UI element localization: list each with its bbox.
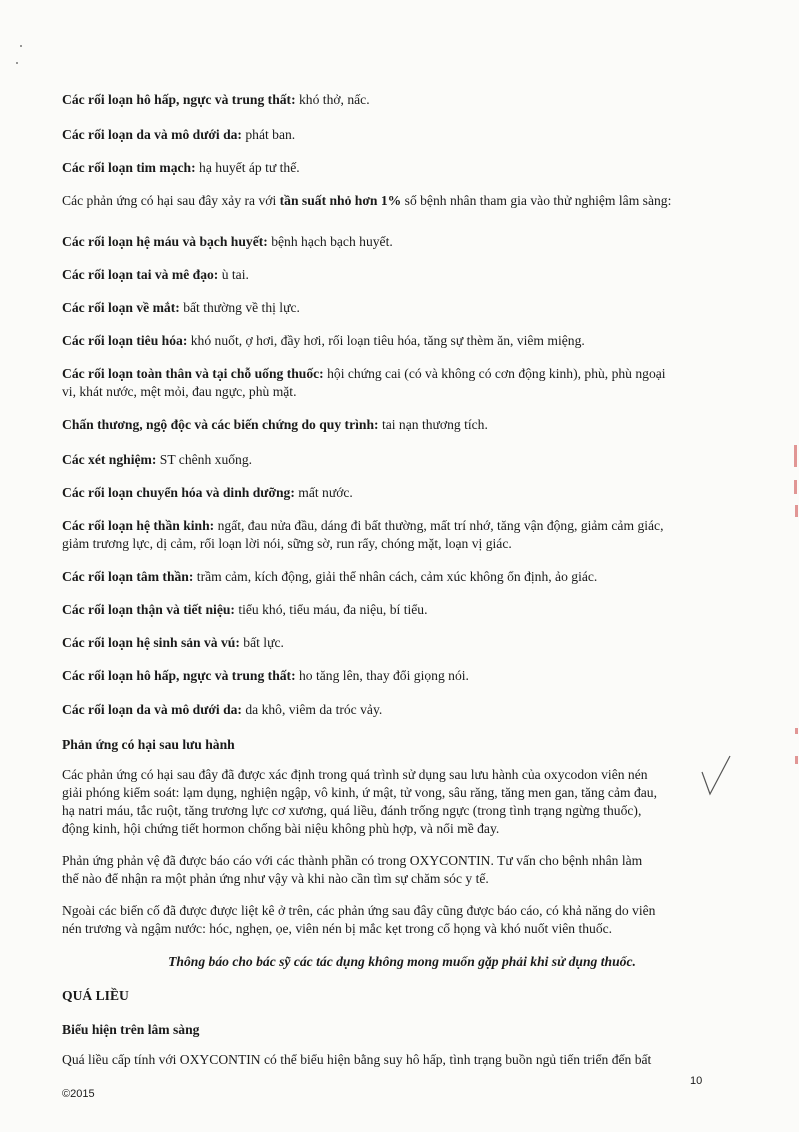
reaction-row: Các rối loạn tiêu hóa: khó nuốt, ợ hơi, đầy hơi, rối loạn tiêu hóa, tăng sự thèm ăn, viêm miệng. <box>62 333 585 348</box>
page-number: 10 <box>690 1075 703 1087</box>
doctor-notice: Thông báo cho bác sỹ các tác dụng không mong muốn gặp phải khi sử dụng thuốc. <box>168 954 636 969</box>
overdose-heading: QUÁ LIỀU <box>62 988 129 1003</box>
reaction-row: Các rối loạn da và mô dưới da: phát ban. <box>62 127 296 142</box>
reaction-row: Các rối loạn tai và mê đạo: ù tai. <box>62 267 249 282</box>
reaction-row: Các rối loạn chuyển hóa và dinh dưỡng: mất nước. <box>62 485 353 500</box>
edge-stamp-mark <box>794 480 797 494</box>
section-heading: Phản ứng có hại sau lưu hành <box>62 737 235 752</box>
reaction-row: Các xét nghiệm: ST chênh xuống. <box>62 452 253 467</box>
clinical-presentation-heading: Biểu hiện trên lâm sàng <box>62 1022 200 1037</box>
reaction-paragraph: Các rối loạn hệ thần kinh: ngất, đau nửa đầu, dáng đi bất thường, mất trí nhớ, tăng vận động, giảm cảm giác, giảm trương lực, dị cảm, rối loạn lời nói, sững sờ, run rẩy, chóng mặt, loạn vị giác. <box>62 518 664 551</box>
reaction-row: Các rối loạn tâm thần: trầm cảm, kích động, giải thể nhân cách, cảm xúc không ổn định, ảo giác. <box>62 569 598 584</box>
reaction-row: Các rối loạn hệ máu và bạch huyết: bệnh hạch bạch huyết. <box>62 234 393 249</box>
reaction-row: Các rối loạn tim mạch: hạ huyết áp tư thế. <box>62 160 300 175</box>
frequency-intro: Các phản ứng có hại sau đây xảy ra với tần suất nhỏ hơn 1% số bệnh nhân tham gia vào thử nghiệm lâm sàng: <box>62 193 672 208</box>
edge-stamp-mark <box>794 445 797 467</box>
reaction-row: Các rối loạn da và mô dưới da: da khô, viêm da tróc vảy. <box>62 702 383 717</box>
copyright: ©2015 <box>62 1088 95 1100</box>
choking-paragraph: Ngoài các biến cố đã được được liệt kê ở trên, các phản ứng sau đây cũng được báo cáo, có khả năng do viên nén trương và ngậm nước: hóc, nghẹn, ọe, viên nén bị mắc kẹt trong cổ họng và khó nuốt viên thuốc. <box>62 903 656 936</box>
reaction-paragraph: Các rối loạn toàn thân và tại chỗ uống thuốc: hội chứng cai (có và không có cơn động kinh), phù, phù ngoại vi, khát nước, mệt mỏi, đau ngực, phù mặt. <box>62 366 666 399</box>
edge-stamp-mark <box>795 756 798 764</box>
scan-speck <box>20 45 22 47</box>
edge-stamp-mark <box>795 728 798 734</box>
reaction-row: Các rối loạn về mắt: bất thường về thị lực. <box>62 300 300 315</box>
reaction-row: Các rối loạn hệ sinh sản và vú: bất lực. <box>62 635 284 650</box>
edge-stamp-mark <box>795 505 798 517</box>
reaction-row: Các rối loạn hô hấp, ngực và trung thất: ho tăng lên, thay đổi giọng nói. <box>62 668 469 683</box>
reaction-row: Chấn thương, ngộ độc và các biến chứng do quy trình: tai nạn thương tích. <box>62 417 488 432</box>
reaction-row: Các rối loạn hô hấp, ngực và trung thất: khó thở, nấc. <box>62 92 370 107</box>
post-marketing-paragraph: Các phản ứng có hại sau đây đã được xác định trong quá trình sử dụng sau lưu hành của oxycodon viên nén giải phóng kiểm soát: lạm dụng, nghiện ngập, vô kinh, ứ mật, tử vong, sâu răng, tăng men gan, tăng cảm đau, hạ natri máu, tắc ruột, tăng trương lực cơ xương, quá liều, đánh trống ngực (trong tình trạng ngừng thuốc), động kinh, hội chứng tiết hormon chống bài niệu không phù hợp, và nổi mề đay. <box>62 767 657 836</box>
scan-speck <box>16 62 18 64</box>
overdose-text: Quá liều cấp tính với OXYCONTIN có thể biểu hiện bằng suy hô hấp, tình trạng buồn ngủ tiến triển đến bất <box>62 1052 652 1067</box>
anaphylaxis-paragraph: Phản ứng phản vệ đã được báo cáo với các thành phần có trong OXYCONTIN. Tư vấn cho bệnh nhân làm thế nào để nhận ra một phản ứng như vậy và khi nào cần tìm sự chăm sóc y tế. <box>62 853 643 886</box>
reaction-row: Các rối loạn thận và tiết niệu: tiểu khó, tiểu máu, đa niệu, bí tiểu. <box>62 602 428 617</box>
